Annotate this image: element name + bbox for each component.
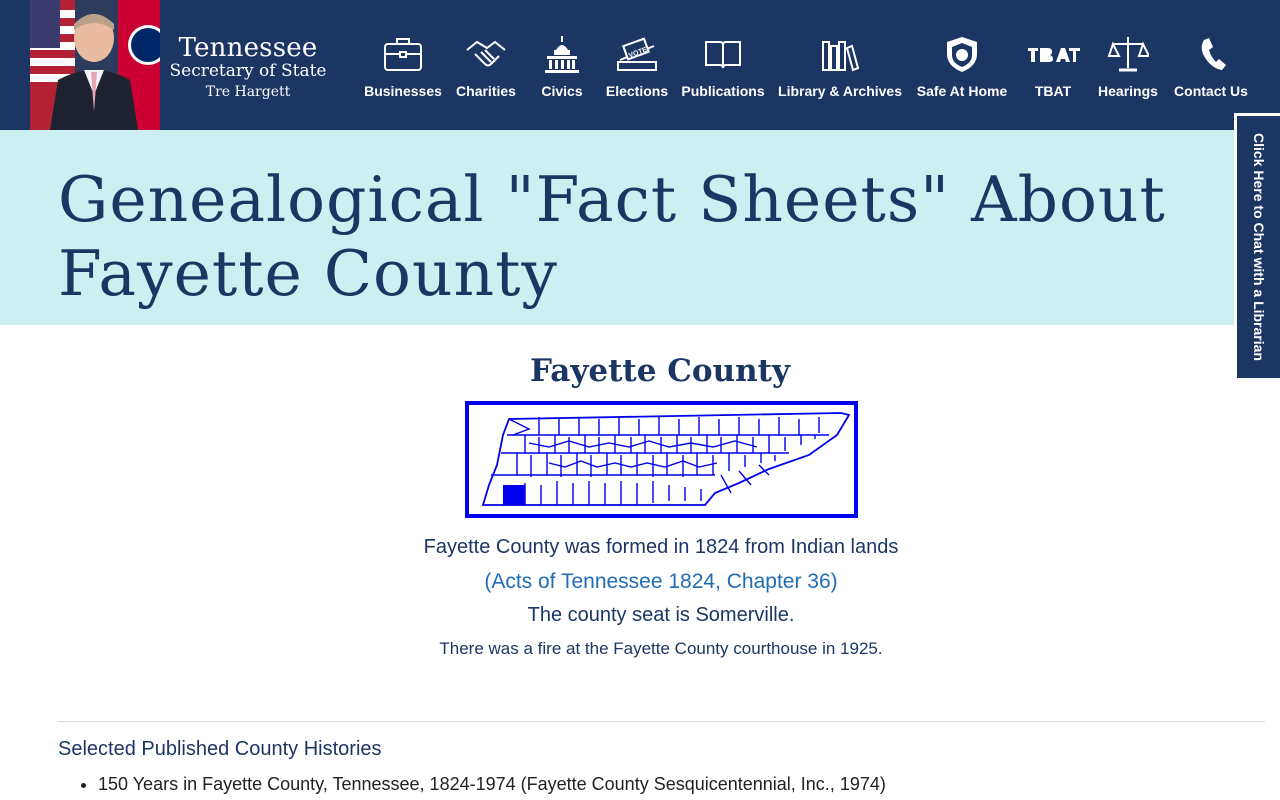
nav-civics-label: Civics [541, 83, 583, 99]
secretary-portrait [30, 0, 160, 130]
county-map [465, 401, 858, 518]
acts-of-tennessee-link[interactable]: (Acts of Tennessee 1824, Chapter 36) [484, 570, 838, 593]
nav-tbat[interactable] [1024, 34, 1082, 104]
tbat-logo-icon [1024, 34, 1082, 74]
tennessee-county-map-image [469, 405, 854, 514]
fayette-county-highlight [503, 485, 525, 505]
shield-icon [941, 34, 983, 74]
handshake-icon [465, 34, 507, 74]
nav-hearings-label: Hearings [1098, 83, 1158, 99]
nav-tbat-label: TBAT [1034, 83, 1072, 99]
nav-publications-label: Publications [681, 83, 765, 99]
county-formed-text: Fayette County was formed in 1824 from Indian lands [423, 536, 899, 558]
site-brand[interactable] [168, 34, 328, 103]
courthouse-fire-text: There was a fire at the Fayette County courthouse in 1925. [439, 639, 883, 658]
nav-safe-at-home-label: Safe At Home [916, 83, 1008, 99]
nav-civics[interactable] [536, 34, 588, 104]
nav-library-archives[interactable] [780, 34, 900, 104]
bookshelf-icon [819, 34, 861, 74]
county-title: Fayette County [529, 353, 791, 389]
nav-contact-us-label: Contact Us [1174, 83, 1248, 99]
county-seat-text: The county seat is Somerville. [527, 604, 795, 626]
phone-icon [1190, 34, 1232, 74]
nav-businesses[interactable] [366, 34, 440, 104]
nav-charities-label: Charities [456, 83, 516, 99]
nav-publications[interactable] [682, 34, 764, 104]
book-icon [702, 34, 744, 74]
nav-elections[interactable] [604, 34, 670, 104]
brand-line-3: Tre Hargett [205, 84, 291, 100]
page-hero [0, 130, 1280, 325]
county-histories-list [58, 772, 886, 796]
svg-text:VOTE: VOTE [627, 46, 649, 60]
nav-charities[interactable] [452, 34, 520, 104]
nav-safe-at-home[interactable] [916, 34, 1008, 104]
nav-library-archives-label: Library & Archives [778, 83, 902, 99]
brand-line-2: Secretary of State [169, 61, 327, 81]
nav-elections-label: Elections [605, 83, 669, 99]
chat-with-librarian-tab[interactable] [1234, 113, 1280, 381]
site-header [0, 0, 1280, 130]
chat-tab-label: Click Here to Chat with a Librarian [1250, 133, 1267, 361]
nav-businesses-label: Businesses [364, 83, 442, 99]
vote-icon [616, 34, 658, 74]
county-histories-heading: Selected Published County Histories [58, 738, 382, 760]
page-title: Genealogical "Fact Sheets" About Fayette County [58, 163, 1166, 310]
scales-icon [1107, 34, 1149, 74]
list-item: • 150 Years in Fayette County, Tennessee, 1824-1974 (Fayette County Sesquicentennial, Inc., 1974) [98, 772, 886, 796]
nav-contact-us[interactable] [1172, 34, 1250, 104]
brand-line-1: Tennessee [178, 33, 318, 63]
nav-hearings[interactable] [1096, 34, 1160, 104]
briefcase-icon [382, 34, 424, 74]
section-divider [58, 721, 1265, 722]
capitol-icon [541, 34, 583, 74]
